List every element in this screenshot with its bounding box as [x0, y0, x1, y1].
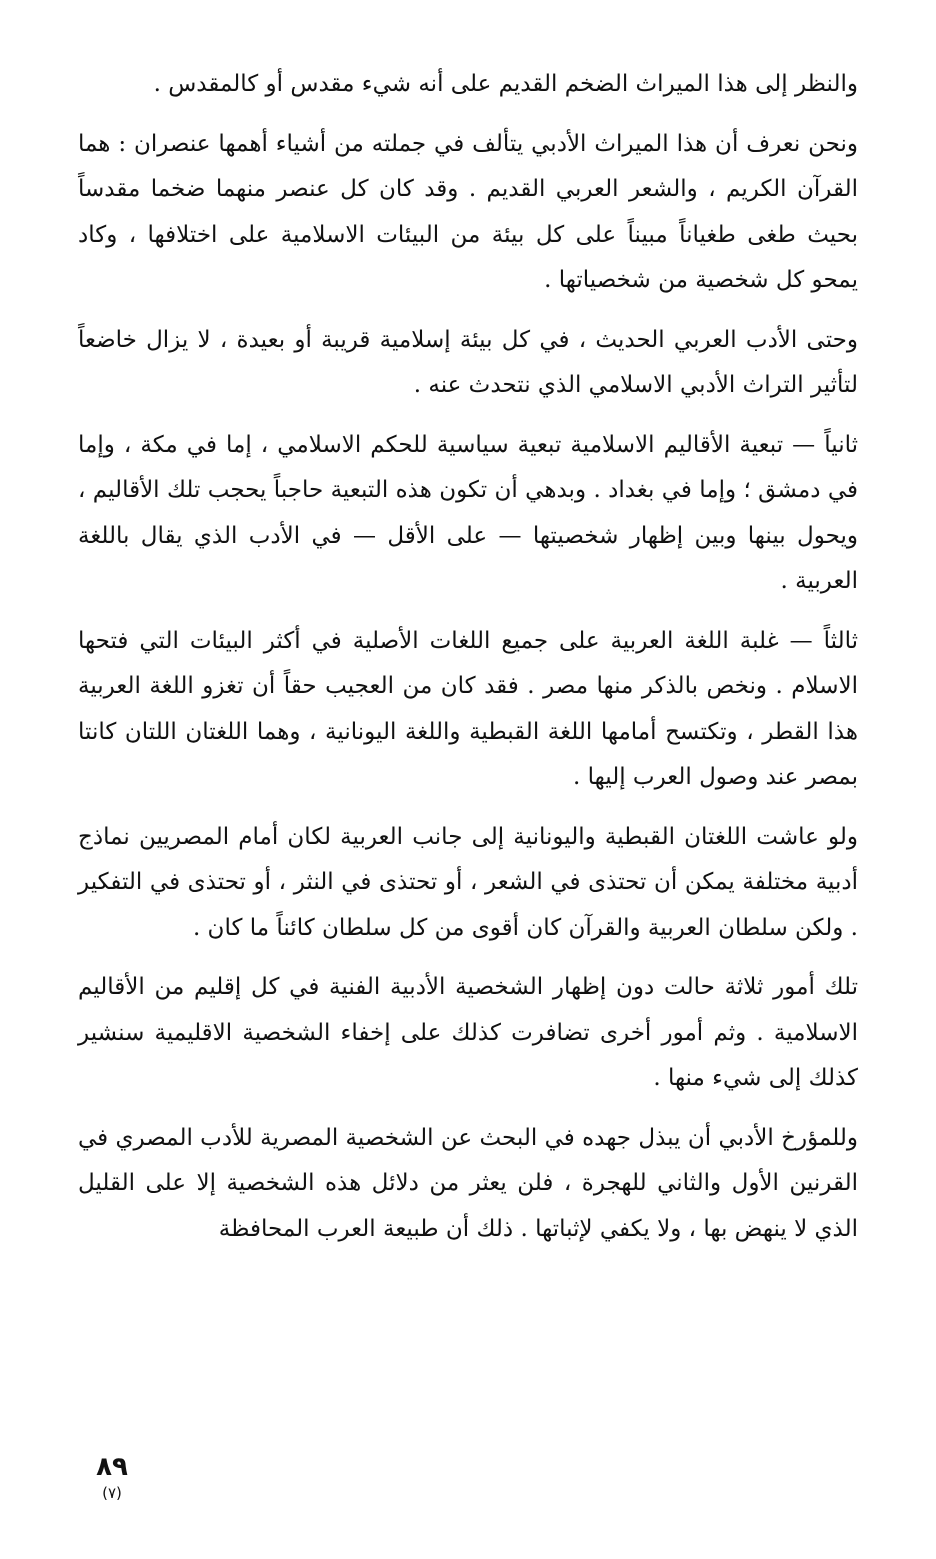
paragraph-5: ثالثاً — غلبة اللغة العربية على جميع اللغات الأصلية في أكثر البيئات التي فتحها الاسلام . ونخص بالذكر منها مصر . فقد كان من العجيب حقاً أن تغزو اللغة العربية هذا القطر ، وتكتسح أمامها اللغة القبطية واللغة اليونانية ، وهما اللغتان اللتان كانتا بمصر عند وصول العرب إليها . [78, 627, 858, 790]
paragraph-3: وحتى الأدب العربي الحديث ، في كل بيئة إسلامية قريبة أو بعيدة ، لا يزال خاضعاً لتأثير التراث الأدبي الاسلامي الذي نتحدث عنه . [78, 326, 858, 398]
paragraph-6: ولو عاشت اللغتان القبطية واليونانية إلى جانب العربية لكان أمام المصريين نماذج أدبية مختلفة يمكن أن تحتذى في الشعر ، أو تحتذى في النثر ، أو تحتذى في التفكير . ولكن سلطان العربية والقرآن كان أقوى من كل سلطان كائناً ما كان . [78, 823, 858, 941]
paragraph-7: تلك أمور ثلاثة حالت دون إظهار الشخصية الأدبية الفنية في كل إقليم من الأقاليم الاسلامية . وثم أمور أخرى تضافرت كذلك على إخفاء الشخصية الاقليمية سنشير كذلك إلى شيء منها . [78, 974, 858, 1091]
paragraph-4: ثانياً — تبعية الأقاليم الاسلامية تبعية سياسية للحكم الاسلامي ، إما في مكة ، وإما في دمشق ؛ وإما في بغداد . وبدهي أن تكون هذه التبعية حاجباً يحجب تلك الأقاليم ، ويحول بينها وبين إظهار شخصيتها — على الأقل — في الأدب الذي يقال باللغة العربية . [78, 431, 858, 594]
page-number: ٨٩ [96, 1452, 128, 1482]
paragraph-2: ونحن نعرف أن هذا الميراث الأدبي يتألف في جملته من أشياء أهمها عنصران : هما القرآن الكريم ، والشعر العربي القديم . وقد كان كل عنصر منهما ضخما مقدساً بحيث طغى طغياناً مبيناً على كل بيئة من البيئات الاسلامية على اختلافها ، وكاد يمحو كل شخصية من شخصياتها . [78, 130, 858, 293]
signature-mark: (٧) [102, 1484, 122, 1502]
page-footer [82, 1452, 142, 1502]
paragraph-8: وللمؤرخ الأدبي أن يبذل جهده في البحث عن الشخصية المصرية للأدب المصري في القرنين الأول والثاني للهجرة ، فلن يعثر من دلائل هذه الشخصية إلا على القليل الذي لا ينهض بها ، ولا يكفي لإثباتها . ذلك أن طبيعة العرب المحافظة [78, 1124, 858, 1242]
page-body [78, 62, 858, 1266]
paragraph-1: والنظر إلى هذا الميراث الضخم القديم على أنه شيء مقدس أو كالمقدس . [153, 71, 858, 97]
